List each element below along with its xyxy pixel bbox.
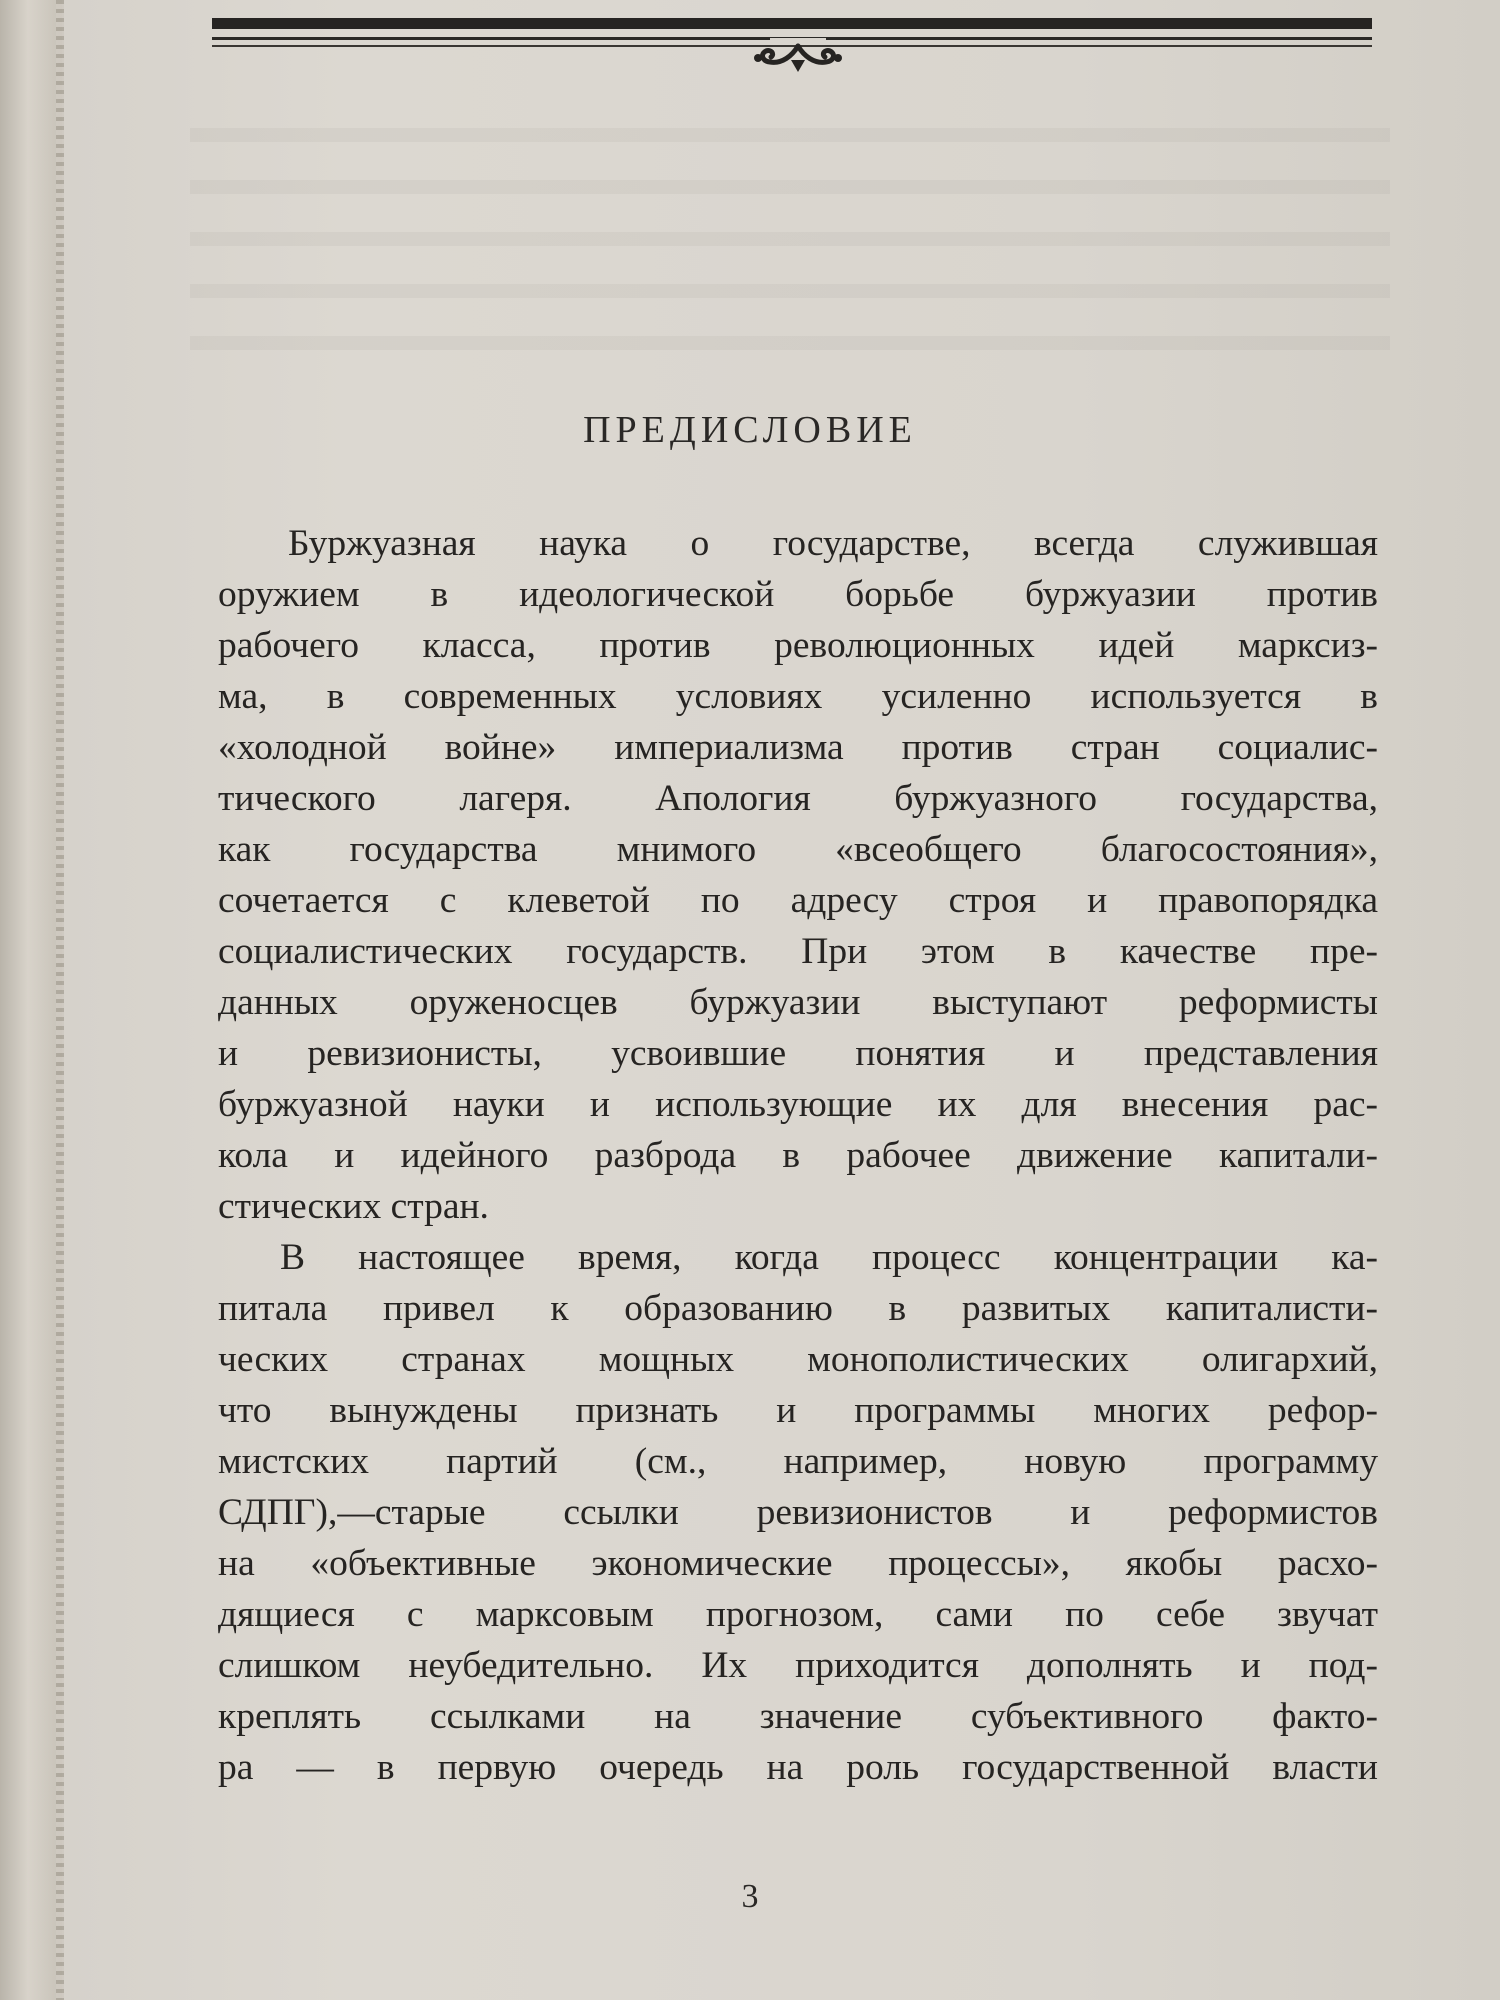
text-line: буржуазной науки и использующие их для внесения рас- — [218, 1084, 1378, 1125]
text-line: ра — в первую очередь на роль государственной власти — [218, 1747, 1378, 1788]
text-line: СДПГ),—старые ссылки ревизионистов и реформистов — [218, 1492, 1378, 1533]
text-line: тического лагеря. Апология буржуазного государства, — [218, 778, 1378, 819]
text-line: стических стран. — [218, 1186, 489, 1227]
page-edge — [56, 0, 64, 2000]
text-line: дящиеся с марксовым прогнозом, сами по себе звучат — [218, 1594, 1378, 1635]
page-number: 3 — [741, 1878, 759, 1915]
text-line: мистских партий (см., например, новую программу — [218, 1441, 1378, 1482]
text-line: кола и идейного разброда в рабочее движение капитали- — [218, 1135, 1378, 1176]
text-line: данных оруженосцев буржуазии выступают реформисты — [218, 982, 1378, 1023]
chapter-title: ПРЕДИСЛОВИЕ — [583, 409, 917, 451]
text-line: сочетается с клеветой по адресу строя и правопорядка — [218, 880, 1378, 921]
text-line: В настоящее время, когда процесс концентрации ка- — [280, 1237, 1378, 1278]
book-spine — [0, 0, 62, 2000]
show-through-text — [190, 90, 1390, 370]
text-line: ческих странах мощных монополистических олигархий, — [218, 1339, 1378, 1380]
text-line: социалистических государств. При этом в качестве пре- — [218, 931, 1378, 972]
text-line: ма, в современных условиях усиленно используется в — [218, 676, 1378, 717]
text-line: питала привел к образованию в развитых капиталисти- — [218, 1288, 1378, 1329]
text-line: «холодной войне» империализма против стран социалис- — [218, 727, 1378, 768]
text-line: слишком неубедительно. Их приходится дополнять и под- — [218, 1645, 1378, 1686]
text-line: Буржуазная наука о государстве, всегда служившая — [288, 523, 1378, 564]
ornament-icon — [748, 38, 848, 82]
text-line: креплять ссылками на значение субъективного факто- — [218, 1696, 1378, 1737]
text-line: что вынуждены признать и программы многих рефор- — [218, 1390, 1378, 1431]
text-line: рабочего класса, против революционных идей марксиз- — [218, 625, 1378, 666]
text-line: как государства мнимого «всеобщего благосостояния», — [218, 829, 1378, 870]
text-line: на «объективные экономические процессы», якобы расхо- — [218, 1543, 1378, 1584]
text-line: оружием в идеологической борьбе буржуазии против — [218, 574, 1378, 615]
header-rule-thick — [212, 18, 1372, 29]
text-line: и ревизионисты, усвоившие понятия и представления — [218, 1033, 1378, 1074]
